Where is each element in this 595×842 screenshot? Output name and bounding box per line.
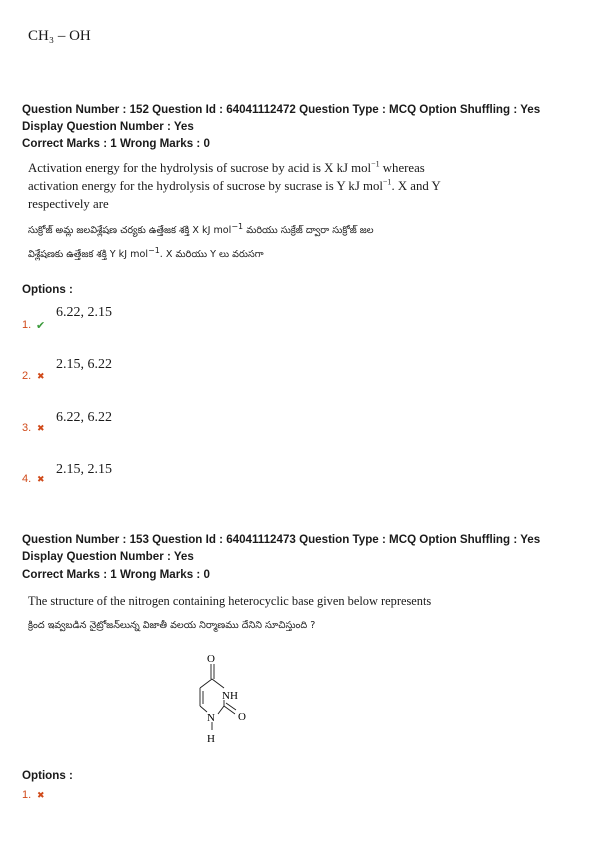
q152-en-line2-a: activation energy for the hydrolysis of sucrose by sucrase is Y kJ mol [28,179,383,193]
q152-display-number: Display Question Number : Yes [22,120,194,133]
q152-en-line2-b: . X and Y [391,179,441,193]
q153-text-en-line1: The structure of the nitrogen containing heterocyclic base given below represents [28,594,432,608]
q152-header: Question Number : 152 Question Id : 64041112472 Question Type : MCQ Option Shuffling : Yes [22,103,541,116]
q153-option-1[interactable] [0,788,595,806]
q153-header: Question Number : 153 Question Id : 64041112473 Question Type : MCQ Option Shuffling : Yes [22,533,541,546]
option-number: 4. [22,473,32,485]
formula-ch3-oh: CH₃ – OH [28,28,91,44]
q152-te-line2-sup: −1 [148,245,160,255]
q153-text-te-line1: క్రింద ఇవ్వబడిన నైట్రోజన్‌లున్న విజాతీ వలయ నిర్మాణము దేనిని సూచిస్తుంది ? [28,620,316,631]
option-number: 1. [22,789,32,801]
option-number: 1. [22,319,32,331]
q152-te-line2-a: విశ్లేషణకు ఉత్తేజక శక్తి Y kJ mol [28,249,148,260]
atom-o-right: O [238,711,246,723]
q152-te-line2-b: . X మరియు Y లు వరుసగా [159,249,264,260]
q152-te-line1-b: మరియు సుక్రేజ్ ద్వారా సుక్రోజ్ జల [243,225,374,236]
q152-en-line1-b: whereas [379,161,425,175]
q152-en-line1-sup: −1 [371,159,380,169]
option-value: 6.22, 2.15 [56,305,112,320]
q153-marks: Correct Marks : 1 Wrong Marks : 0 [22,568,210,581]
q152-en-line1-a: Activation energy for the hydrolysis of sucrose by acid is X kJ mol [28,161,372,175]
q152-options-label: Options : [22,283,73,296]
q152-text-en-line2 [28,178,441,194]
q152-option-2[interactable] [0,356,595,386]
q152-option-1[interactable] [0,303,595,333]
atom-nh: NH [222,690,238,702]
q153-display-number: Display Question Number : Yes [22,550,194,563]
q152-text-en-line3: respectively are [28,197,109,211]
uracil-structure [180,648,270,754]
correct-check-icon: ✔ [36,320,46,332]
wrong-cross-icon: ✖ [37,474,45,484]
option-number: 2. [22,370,32,382]
atom-o-top: O [207,653,215,665]
q152-option-4[interactable] [0,461,595,491]
q152-en-line2-sup: −1 [382,177,392,187]
q152-marks: Correct Marks : 1 Wrong Marks : 0 [22,137,210,150]
option-number: 3. [22,422,32,434]
atom-h: H [207,733,215,745]
q152-text-en-line1 [28,160,425,176]
wrong-cross-icon: ✖ [37,790,45,800]
q152-te-line1-a: సుక్రోజ్ అమ్ల జలవిశ్లేషణ చర్యకు ఉత్తేజక శక్తి X kJ mol [28,225,232,236]
wrong-cross-icon: ✖ [37,371,45,381]
option-value: 2.15, 2.15 [56,462,112,477]
q153-options-label: Options : [22,769,73,782]
atom-n: N [207,712,215,724]
q152-text-te-line2 [28,246,264,264]
q152-te-line1-sup: −1 [231,221,244,231]
option-value: 6.22, 6.22 [56,410,112,425]
wrong-cross-icon: ✖ [37,423,45,433]
option-value: 2.15, 6.22 [56,357,112,372]
q152-text-te-line1 [28,222,374,240]
q152-option-3[interactable] [0,409,595,439]
